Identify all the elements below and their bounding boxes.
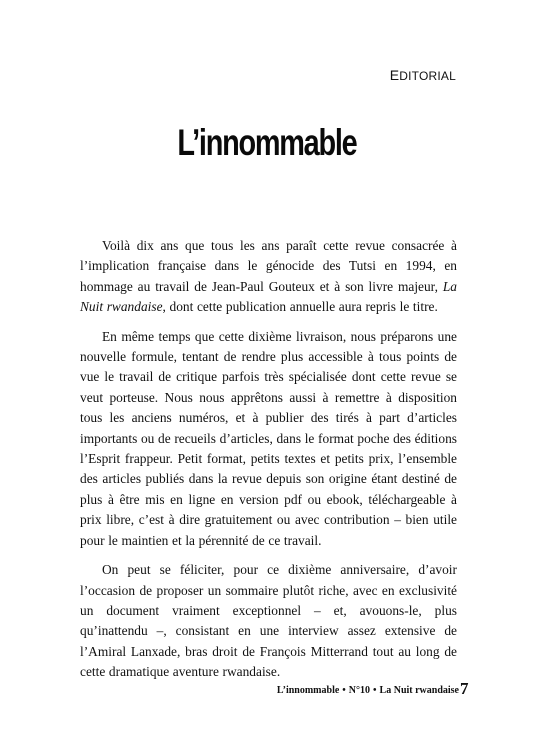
running-footer: [0, 685, 459, 696]
footer-series: La Nuit rwandaise: [379, 685, 459, 696]
footer-journal-title: L’innommable: [276, 685, 340, 696]
paragraph-2: En même temps que cette dixième livraison, nous préparons une nouvelle formule, tentant de rendre plus accessible à tous points de vue le travail de critique parfois très spécialisée dont cette revue se veut porteuse. Nous nous apprêtons aussi à remettre à disposition tous les anciens numéros, et à publier des tirés à part d’articles importants ou de recueils d’articles, dans le format poche des éditions l’Esprit frappeur. Petit format, petits textes et petits prix, l’ensemble des articles publiés dans la revue depuis son origine étant destiné de plus à être mis en ligne en version pdf ou ebook, téléchargeable à prix libre, c’est à dire gratuitement ou avec contribution – bien utile pour le maintien et la pérennité de ce travail.: [80, 328, 457, 548]
paragraph-1: [80, 236, 457, 318]
page-number: 7: [460, 679, 469, 698]
paragraph-1-text: Voilà dix ans que tous les ans paraît cette revue consacrée à l’implication française dans le génocide des Tutsi en 1994, en hommage au travail de Jean-Paul Gouteux et à son livre majeur,: [80, 238, 457, 294]
book-title: La Nuit rwandaise: [80, 278, 457, 315]
footer-issue: N°10: [348, 685, 371, 696]
section-label-initial: E: [389, 67, 400, 83]
paragraph-3: On peut se féliciter, pour ce dixième anniversaire, d’avoir l’occasion de proposer un sommaire plutôt riche, avec en exclusivité un document vraiment exceptionnel – et, avouons-le, plus qu’inattendu –, consistant en une interview assez extensive de l’Amiral Lanxade, bras droit de François Mitterrand tout au long de cette dramatique aventure rwandaise.: [80, 562, 457, 680]
section-label-rest: DITORIAL: [399, 69, 456, 83]
footer-bullet-2: •: [373, 685, 377, 696]
section-label: [390, 67, 456, 83]
article-title: L’innommable: [177, 122, 357, 163]
article-body: [80, 236, 457, 692]
paragraph-1-end: , dont cette publication annuelle aura repris le titre.: [162, 299, 438, 315]
footer-bullet-1: •: [342, 685, 346, 696]
